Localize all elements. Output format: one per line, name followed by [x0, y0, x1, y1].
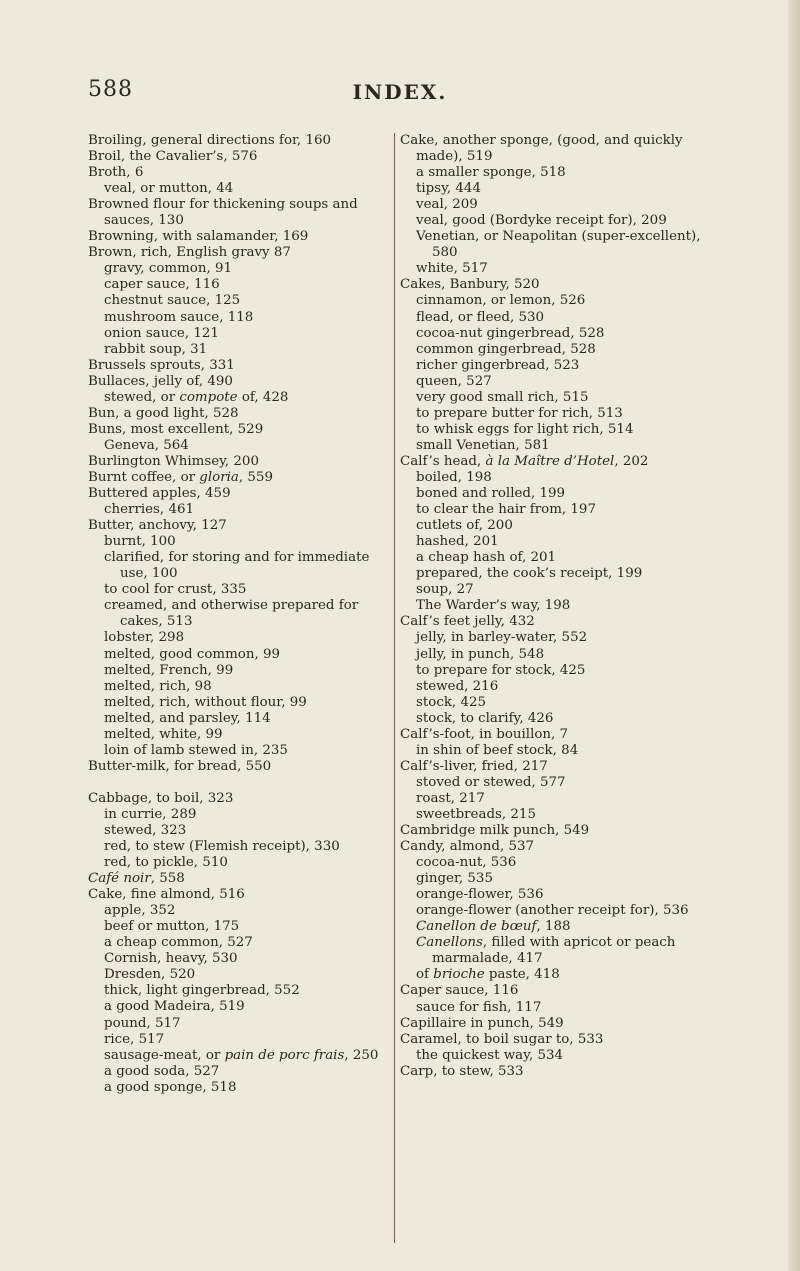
index-entry: caper sauce, 116 [104, 277, 220, 293]
column-divider [394, 133, 395, 1243]
index-entry: melted, rich, 98 [104, 678, 212, 694]
index-entry: a good soda, 527 [104, 1063, 220, 1079]
index-entry: Calf’s head, à la Maître d’Hotel, 202 [400, 453, 649, 469]
index-entry: common gingerbread, 528 [416, 341, 596, 357]
index-entry: veal, or mutton, 44 [104, 181, 234, 197]
index-entry: stoved or stewed, 577 [416, 774, 566, 790]
index-entry: Candy, almond, 537 [400, 839, 535, 855]
index-entry: queen, 527 [416, 373, 492, 389]
index-entry: lobster, 298 [104, 630, 185, 646]
index-entry: Bullaces, jelly of, 490 [88, 373, 233, 389]
index-entry: Butter-milk, for bread, 550 [88, 758, 272, 774]
index-entry: to prepare for stock, 425 [416, 662, 586, 678]
index-entry: Cake, another sponge, (good, and quickly made), 519 [400, 133, 683, 165]
index-entry: melted, good common, 99 [104, 646, 281, 662]
index-entry: Burnt coffee, or gloria, 559 [88, 469, 273, 485]
index-entry: to prepare butter for rich, 513 [416, 405, 623, 421]
index-entry: orange-flower, 536 [416, 887, 544, 903]
index-entry: mushroom sauce, 118 [104, 309, 254, 325]
index-entry: Bun, a good light, 528 [88, 405, 239, 421]
index-entry: clarified, for storing and for immediate use, 100 [104, 550, 370, 582]
index-entry: stewed, 323 [104, 822, 187, 838]
index-entry: in shin of beef stock, 84 [416, 742, 579, 758]
index-entry: jelly, in punch, 548 [416, 646, 545, 662]
index-entry: Canellon de bœuf, 188 [416, 919, 571, 935]
index-entry: ginger, 535 [416, 871, 493, 887]
index-entry: hashed, 201 [416, 534, 499, 550]
index-entry: Geneva, 564 [104, 437, 189, 453]
index-entry: Calf’s-liver, fried, 217 [400, 758, 548, 774]
index-entry: Caper sauce, 116 [400, 983, 519, 999]
index-entry: Carp, to stew, 533 [400, 1063, 524, 1079]
index-entry: red, to stew (Flemish receipt), 330 [104, 839, 340, 855]
index-entry: Broil, the Cavalier’s, 576 [88, 149, 258, 165]
page-title: INDEX. [352, 80, 448, 104]
index-entry: apple, 352 [104, 903, 176, 919]
index-entry: melted, French, 99 [104, 662, 234, 678]
index-entry: white, 517 [416, 261, 488, 277]
index-entry: creamed, and otherwise prepared for cakes, 513 [104, 598, 359, 630]
index-entry: stock, to clarify, 426 [416, 710, 554, 726]
index-entry: Calf’s feet jelly, 432 [400, 614, 535, 630]
index-entry: Cornish, heavy, 530 [104, 951, 238, 967]
index-entry: a cheap hash of, 201 [416, 550, 557, 566]
index-entry: stewed, 216 [416, 678, 499, 694]
index-entry: thick, light gingerbread, 552 [104, 983, 300, 999]
index-entry: Venetian, or Neapolitan (super-excellent), 580 [416, 229, 701, 261]
index-entry: to clear the hair from, 197 [416, 502, 596, 518]
index-entry: pound, 517 [104, 1015, 181, 1031]
page-edge [788, 0, 800, 1271]
index-entry: a good Madeira, 519 [104, 999, 245, 1015]
index-entry: roast, 217 [416, 790, 485, 806]
index-entry: in currie, 289 [104, 806, 197, 822]
index-entry: of brioche paste, 418 [416, 967, 560, 983]
index-entry: Calf’s-foot, in bouillon, 7 [400, 726, 569, 742]
index-entry: tipsy, 444 [416, 181, 481, 197]
index-entry: veal, 209 [416, 197, 478, 213]
index-entry: Browned flour for thickening soups and sauces, 130 [88, 197, 358, 229]
index-entry: richer gingerbread, 523 [416, 357, 580, 373]
index-entry: melted, rich, without flour, 99 [104, 694, 307, 710]
index-entry: red, to pickle, 510 [104, 855, 228, 871]
index-entry: burnt, 100 [104, 534, 176, 550]
index-column-right [400, 133, 712, 1080]
index-entry: Broiling, general directions for, 160 [88, 133, 332, 148]
index-entry: Butter, anchovy, 127 [88, 518, 227, 534]
index-entry: gravy, common, 91 [104, 261, 233, 277]
index-entry: to whisk eggs for light rich, 514 [416, 421, 634, 437]
index-entry: Dresden, 520 [104, 967, 196, 983]
index-entry: Brown, rich, English gravy 87 [88, 245, 291, 261]
index-entry: sausage-meat, or pain de porc frais, 250 [104, 1047, 379, 1063]
index-entry: Buttered apples, 459 [88, 486, 231, 502]
index-entry: boned and rolled, 199 [416, 486, 566, 502]
index-entry: to cool for crust, 335 [104, 582, 247, 598]
index-entry: Canellons, filled with apricot or peach marmalade, 417 [416, 935, 676, 967]
index-entry: the quickest way, 534 [416, 1047, 564, 1063]
index-entry: melted, white, 99 [104, 726, 223, 742]
index-column-left [88, 133, 388, 1096]
index-entry: boiled, 198 [416, 469, 492, 485]
index-entry: orange-flower (another receipt for), 536 [416, 903, 689, 919]
index-entry: cinnamon, or lemon, 526 [416, 293, 586, 309]
index-entry: a smaller sponge, 518 [416, 165, 566, 181]
index-entry: cherries, 461 [104, 502, 195, 518]
index-entry: cocoa-nut, 536 [416, 855, 517, 871]
index-entry: Cambridge milk punch, 549 [400, 823, 590, 839]
index-entry: Broth, 6 [88, 165, 144, 181]
page-number: 588 [88, 77, 133, 102]
index-entry: small Venetian, 581 [416, 437, 550, 453]
index-entry: loin of lamb stewed in, 235 [104, 742, 288, 758]
index-entry: Caramel, to boil sugar to, 533 [400, 1031, 604, 1047]
index-entry: sweetbreads, 215 [416, 806, 536, 822]
index-entry: Cabbage, to boil, 323 [88, 790, 234, 806]
index-entry: jelly, in barley-water, 552 [416, 630, 588, 646]
index-entry: Cake, fine almond, 516 [88, 887, 245, 903]
index-entry: Café noir, 558 [88, 871, 185, 887]
index-entry: sauce for fish, 117 [416, 999, 542, 1015]
index-entry: prepared, the cook’s receipt, 199 [416, 566, 643, 582]
index-entry: beef or mutton, 175 [104, 919, 240, 935]
index-entry: flead, or fleed, 530 [416, 309, 545, 325]
index-entry: Burlington Whimsey, 200 [88, 453, 259, 469]
index-entry: veal, good (Bordyke receipt for), 209 [416, 213, 667, 229]
index-entry: cutlets of, 200 [416, 518, 513, 534]
index-entry: a cheap common, 527 [104, 935, 253, 951]
index-entry: soup, 27 [416, 582, 474, 598]
index-entry: melted, and parsley, 114 [104, 710, 271, 726]
index-entry: Brussels sprouts, 331 [88, 357, 235, 373]
index-entry: Buns, most excellent, 529 [88, 421, 264, 437]
index-entry: stock, 425 [416, 694, 487, 710]
index-entry: The Warder’s way, 198 [416, 598, 571, 614]
index-entry: Cakes, Banbury, 520 [400, 277, 540, 293]
index-entry: stewed, or compote of, 428 [104, 389, 289, 405]
index-entry: chestnut sauce, 125 [104, 293, 241, 309]
index-entry: rabbit soup, 31 [104, 341, 208, 357]
index-entry: very good small rich, 515 [416, 389, 589, 405]
index-entry: a good sponge, 518 [104, 1079, 237, 1095]
index-entry: cocoa-nut gingerbread, 528 [416, 325, 605, 341]
index-entry: rice, 517 [104, 1031, 165, 1047]
index-entry: onion sauce, 121 [104, 325, 219, 341]
index-entry: Browning, with salamander, 169 [88, 229, 309, 245]
index-entry: Capillaire in punch, 549 [400, 1015, 564, 1031]
